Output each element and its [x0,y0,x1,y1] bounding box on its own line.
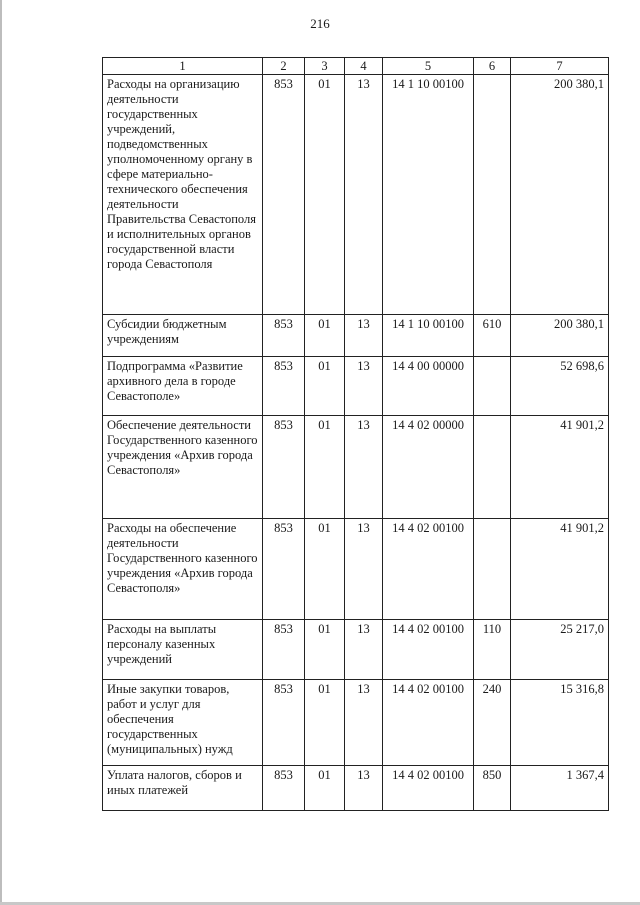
cell-ministry: 853 [263,680,305,766]
cell-expense-type [474,357,511,416]
row-name-cell: Субсидии бюджетным учреждениям [103,315,263,357]
cell-target-article: 14 4 02 00100 [383,766,474,811]
table-row [103,766,609,811]
cell-subsection: 13 [345,519,383,620]
cell-section: 01 [305,75,345,315]
column-header: 2 [263,58,305,75]
cell-target-article: 14 1 10 00100 [383,315,474,357]
row-name-cell: Расходы на организацию деятельности государственных учреждений, подведомственных уполномоченному органу в сфере материально-технического обеспечения деятельности Правительства Севастополя и исполнительных органов государственной власти города Севастополя [103,75,263,315]
cell-ministry: 853 [263,315,305,357]
cell-target-article: 14 4 02 00100 [383,620,474,680]
table-row [103,315,609,357]
table-header-row [103,58,609,75]
cell-amount: 41 901,2 [511,519,609,620]
row-name-cell: Обеспечение деятельности Государственного казенного учреждения «Архив города Севастополя» [103,416,263,519]
cell-target-article: 14 1 10 00100 [383,75,474,315]
table-row [103,357,609,416]
cell-amount: 1 367,4 [511,766,609,811]
cell-section: 01 [305,357,345,416]
cell-subsection: 13 [345,680,383,766]
row-name-cell: Уплата налогов, сборов и иных платежей [103,766,263,811]
table-row [103,620,609,680]
cell-expense-type [474,416,511,519]
cell-subsection: 13 [345,357,383,416]
table-row [103,416,609,519]
cell-ministry: 853 [263,357,305,416]
cell-ministry: 853 [263,75,305,315]
cell-target-article: 14 4 02 00100 [383,680,474,766]
column-header: 7 [511,58,609,75]
cell-expense-type: 110 [474,620,511,680]
cell-section: 01 [305,766,345,811]
cell-ministry: 853 [263,766,305,811]
cell-amount: 25 217,0 [511,620,609,680]
cell-target-article: 14 4 00 00000 [383,357,474,416]
column-header: 4 [345,58,383,75]
cell-section: 01 [305,315,345,357]
cell-amount: 52 698,6 [511,357,609,416]
table-row [103,519,609,620]
budget-table [102,57,609,811]
cell-subsection: 13 [345,75,383,315]
table-row [103,75,609,315]
cell-amount: 15 316,8 [511,680,609,766]
cell-amount: 200 380,1 [511,75,609,315]
cell-expense-type: 850 [474,766,511,811]
cell-subsection: 13 [345,766,383,811]
column-header: 6 [474,58,511,75]
cell-ministry: 853 [263,620,305,680]
cell-ministry: 853 [263,519,305,620]
cell-target-article: 14 4 02 00100 [383,519,474,620]
cell-section: 01 [305,680,345,766]
cell-subsection: 13 [345,416,383,519]
cell-expense-type [474,519,511,620]
page-number: 216 [310,16,330,31]
cell-expense-type: 610 [474,315,511,357]
cell-target-article: 14 4 02 00000 [383,416,474,519]
cell-expense-type: 240 [474,680,511,766]
cell-section: 01 [305,620,345,680]
cell-ministry: 853 [263,416,305,519]
row-name-cell: Расходы на выплаты персоналу казенных учреждений [103,620,263,680]
row-name-cell: Подпрограмма «Развитие архивного дела в городе Севастополе» [103,357,263,416]
cell-expense-type [474,75,511,315]
cell-section: 01 [305,416,345,519]
column-header: 5 [383,58,474,75]
row-name-cell: Расходы на обеспечение деятельности Государственного казенного учреждения «Архив города Севастополя» [103,519,263,620]
cell-subsection: 13 [345,315,383,357]
scan-left-edge [0,0,2,905]
row-name-cell: Иные закупки товаров, работ и услуг для обеспечения государственных (муниципальных) нужд [103,680,263,766]
cell-subsection: 13 [345,620,383,680]
column-header: 1 [103,58,263,75]
cell-section: 01 [305,519,345,620]
cell-amount: 200 380,1 [511,315,609,357]
cell-amount: 41 901,2 [511,416,609,519]
column-header: 3 [305,58,345,75]
table-row [103,680,609,766]
